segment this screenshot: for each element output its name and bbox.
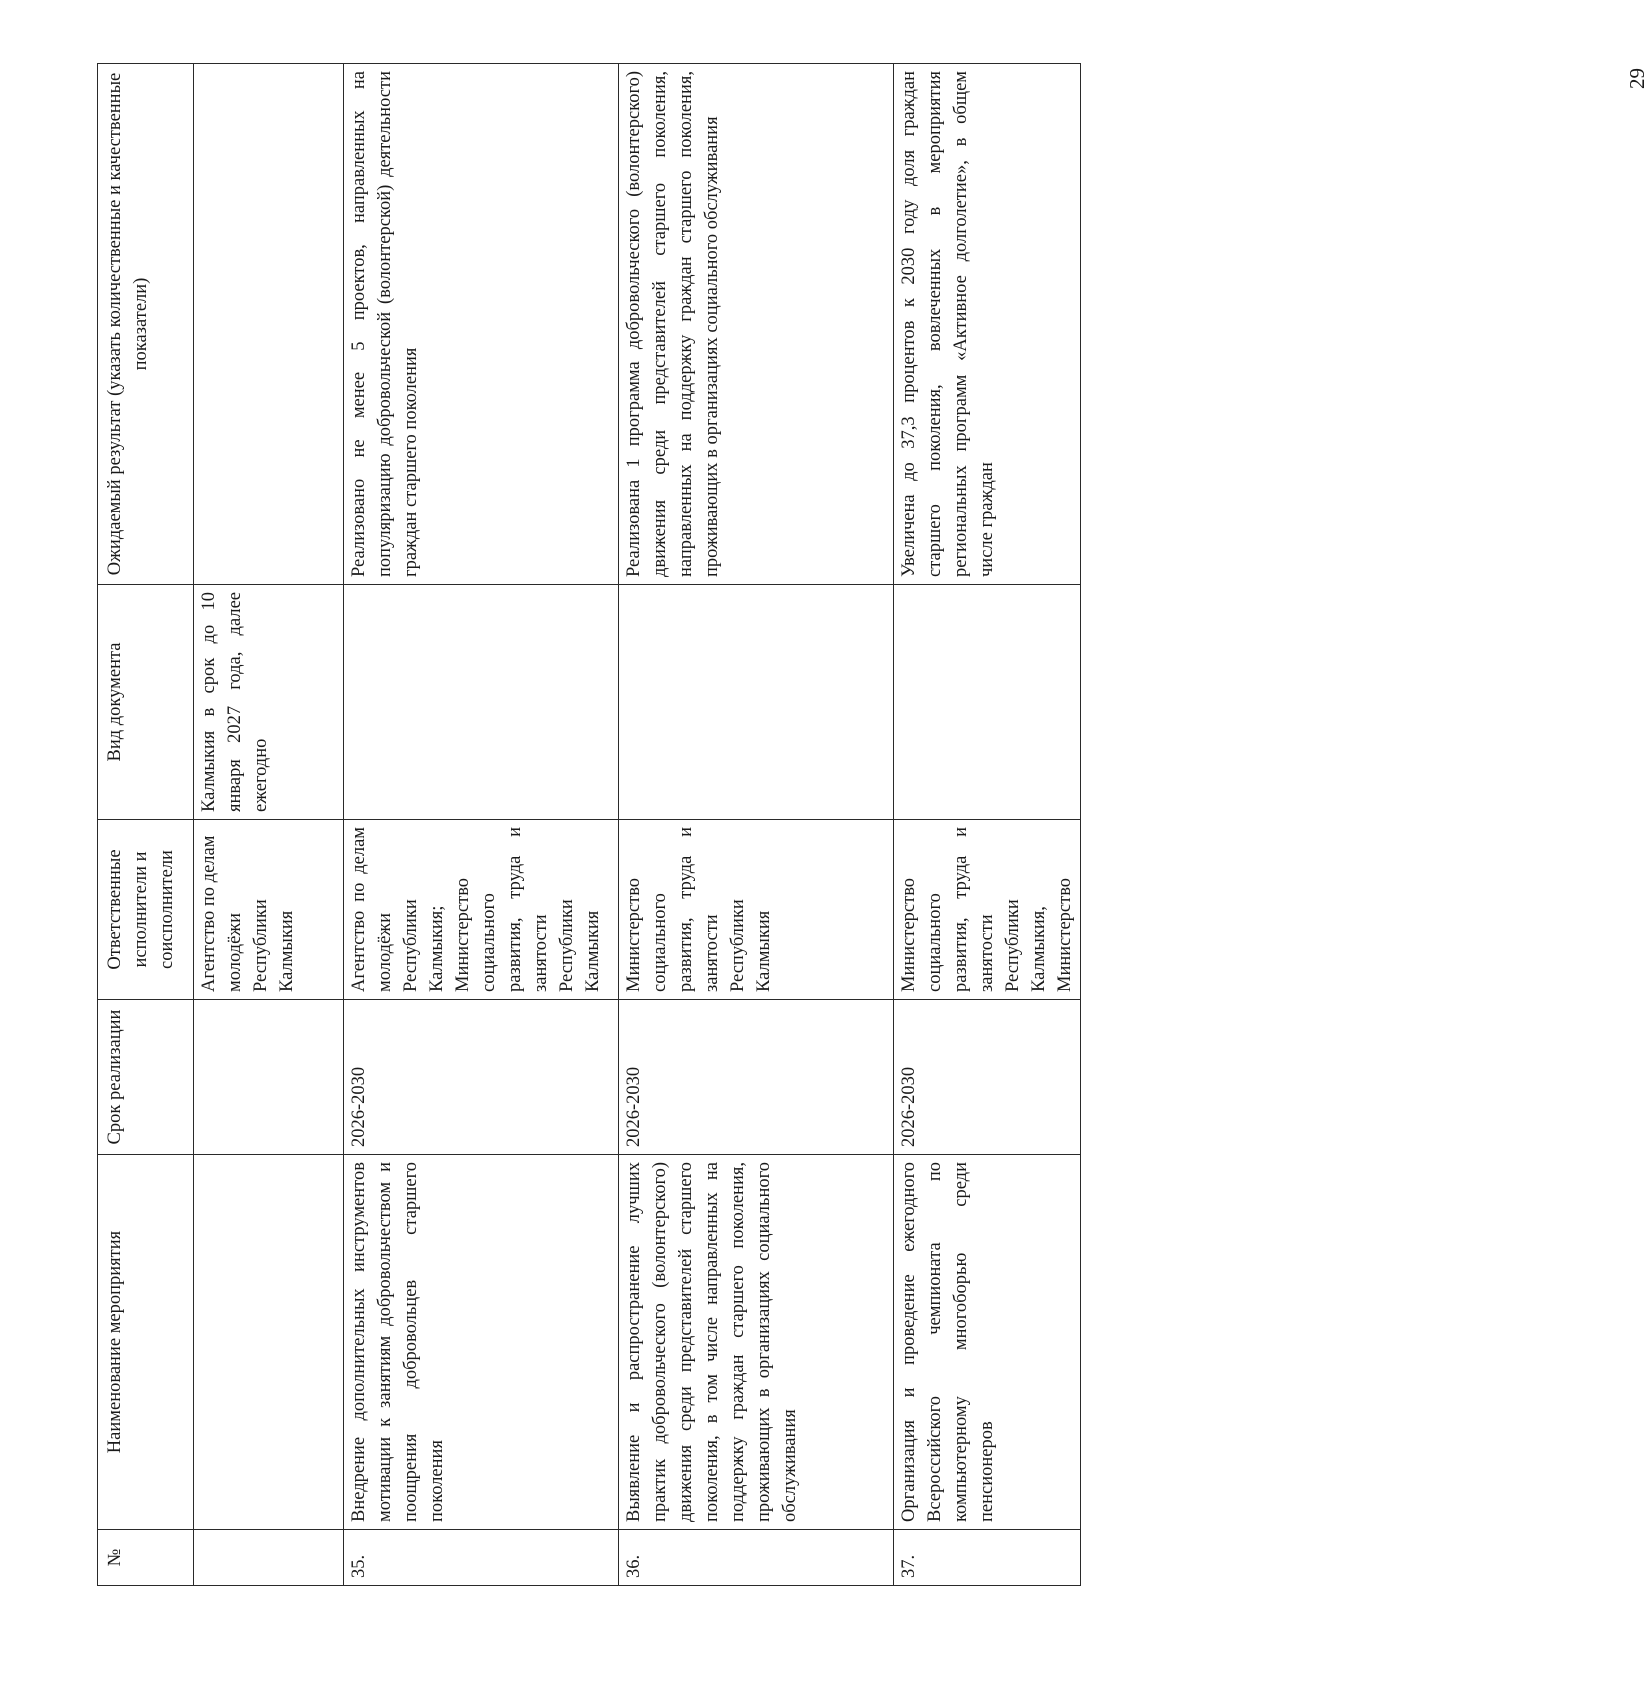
rotated-page <box>97 64 1649 1586</box>
cell-name: Выявление и распространение лучших практик добровольческого (волонтерского) движения среди представителей старшего поколения, в том числе направленных на поддержку граждан старшего поколения, проживающих в организациях социального обслуживания <box>619 1155 894 1530</box>
table-row-continuation <box>194 64 344 1586</box>
header-executors: Ответственные исполнители и соисполнители <box>98 820 194 1000</box>
cell-executors: Министерство социального развития, труда и занятости Республики Калмыкия <box>619 820 894 1000</box>
header-num: № <box>98 1530 194 1586</box>
cell-name: Внедрение дополнительных инструментов мотивации к занятиям добровольчеством и поощрения добровольцев старшего поколения <box>344 1155 619 1530</box>
cell-doc-type <box>619 585 894 820</box>
table-row <box>344 64 619 1586</box>
cell-name <box>194 1155 344 1530</box>
cell-executors: Агентство по делам молодёжи Республики Калмыкия; Министерство социального развития, труда и занятости Республики Калмыкия <box>344 820 619 1000</box>
cell-result <box>194 64 344 585</box>
table-row <box>619 64 894 1586</box>
cell-term: 2026-2030 <box>344 1000 619 1155</box>
cell-term: 2026-2030 <box>894 1000 1081 1155</box>
header-doc-type: Вид документа <box>98 585 194 820</box>
cell-executors: Агентство по делам молодёжи Республики Калмыкия <box>194 820 344 1000</box>
activities-table <box>97 63 1081 1586</box>
table-row <box>894 64 1081 1586</box>
header-term: Срок реализации <box>98 1000 194 1155</box>
cell-doc-type <box>344 585 619 820</box>
header-name: Наименование мероприятия <box>98 1155 194 1530</box>
page-number: 29 <box>1625 68 1649 89</box>
header-result: Ожидаемый результат (указать количественные и качественные показатели) <box>98 64 194 585</box>
cell-executors: Министерство социального развития, труда и занятости Республики Калмыкия, Министерство <box>894 820 1081 1000</box>
cell-term: 2026-2030 <box>619 1000 894 1155</box>
cell-num: 35. <box>344 1530 619 1586</box>
cell-num: 37. <box>894 1530 1081 1586</box>
cell-result: Увеличена до 37,3 процентов к 2030 году доля граждан старшего поколения, вовлеченных в мероприятия региональных программ «Активное долголетие», в общем числе граждан <box>894 64 1081 585</box>
table-header-row <box>98 64 194 1586</box>
cell-result: Реализовано не менее 5 проектов, направленных на популяризацию добровольческой (волонтерской) деятельности граждан старшего поколения <box>344 64 619 585</box>
cell-doc-type <box>894 585 1081 820</box>
cell-doc-type: Калмыкия в срок до 10 января 2027 года, далее ежегодно <box>194 585 344 820</box>
cell-term <box>194 1000 344 1155</box>
cell-name: Организация и проведение ежегодного Всероссийского чемпионата по компьютерному многоборью среди пенсионеров <box>894 1155 1081 1530</box>
cell-num <box>194 1530 344 1586</box>
cell-num: 36. <box>619 1530 894 1586</box>
cell-result: Реализована 1 программа добровольческого (волонтерского) движения среди представителей старшего поколения, направленных на поддержку граждан старшего поколения, проживающих в организациях социального обслуживания <box>619 64 894 585</box>
